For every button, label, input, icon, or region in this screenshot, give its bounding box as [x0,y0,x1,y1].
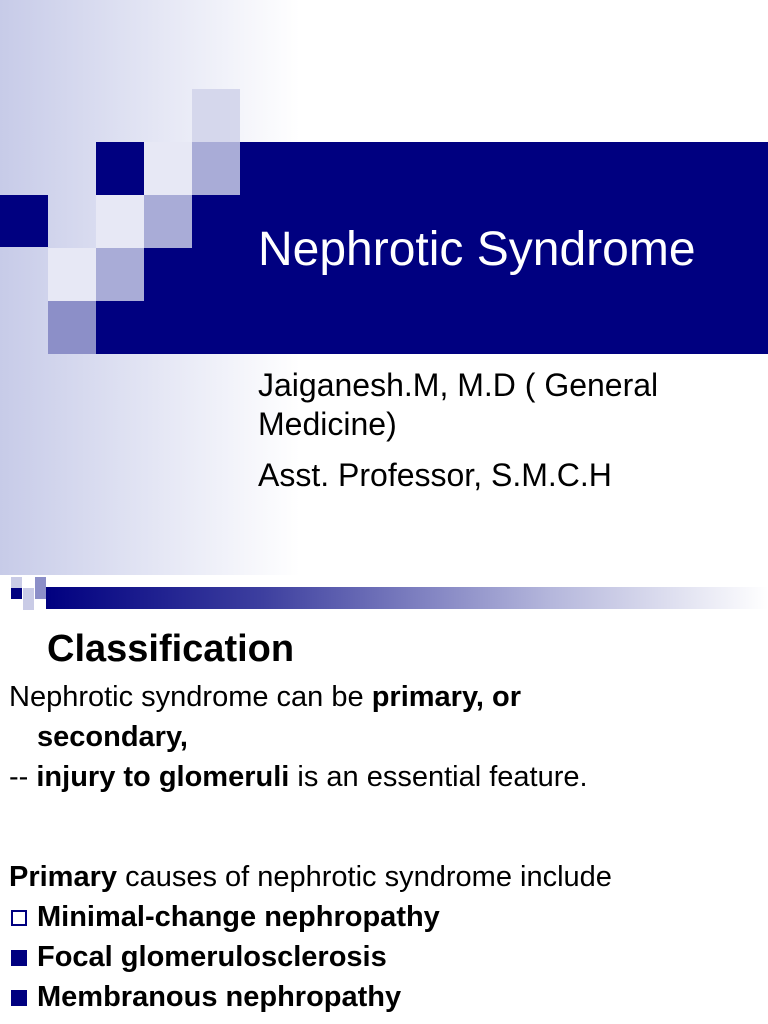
list-item [9,897,759,937]
paragraph-type [9,677,759,717]
list-item [9,977,759,1017]
decorative-square [11,588,22,599]
slide-subtitle [258,366,748,495]
list-item-text: Focal glomerulosclerosis [37,941,387,973]
decorative-square [11,577,22,588]
list-item-text: Membranous nephropathy [37,981,402,1013]
list-item-text: Minimal-change nephropathy [37,901,440,933]
solid-square-icon [11,950,27,966]
text-run: is an essential feature. [289,761,588,793]
bold-run: injury to glomeruli [36,761,290,793]
bold-run: Primary [9,861,118,893]
decorative-square [48,248,96,301]
decorative-square [144,142,192,195]
slide-heading: Classification [47,628,295,670]
position-line: Asst. Professor, S.M.C.H [258,457,612,493]
bold-run: primary, or [371,681,522,713]
decorative-square [48,301,96,354]
decorative-square [23,588,34,599]
hollow-square-icon [11,910,27,926]
decorative-square [96,248,144,301]
decorative-square [96,195,144,248]
text-run: -- [9,761,37,793]
slide-body [9,677,759,1017]
content-slide [0,577,768,1024]
header-gradient-bar [46,587,768,609]
solid-square-icon [11,990,27,1006]
spacer [9,797,759,857]
decorative-square [144,195,192,248]
decorative-band-left [0,195,48,247]
list-item [9,937,759,977]
slide-title: Nephrotic Syndrome [258,223,696,276]
paragraph-primary [9,857,759,897]
paragraph-type-continued [9,717,759,757]
paragraph-feature [9,757,759,797]
decorative-square [35,588,46,599]
decorative-square [35,577,46,588]
decorative-square [192,142,240,195]
text-run: causes of nephrotic syndrome include [117,861,612,893]
text-run: Nephrotic syndrome can be [9,681,372,713]
decorative-square [192,89,240,142]
decorative-square [23,599,34,610]
bold-run: secondary, [37,721,188,753]
author-line: Jaiganesh.M, M.D ( General Medicine) [258,367,659,442]
